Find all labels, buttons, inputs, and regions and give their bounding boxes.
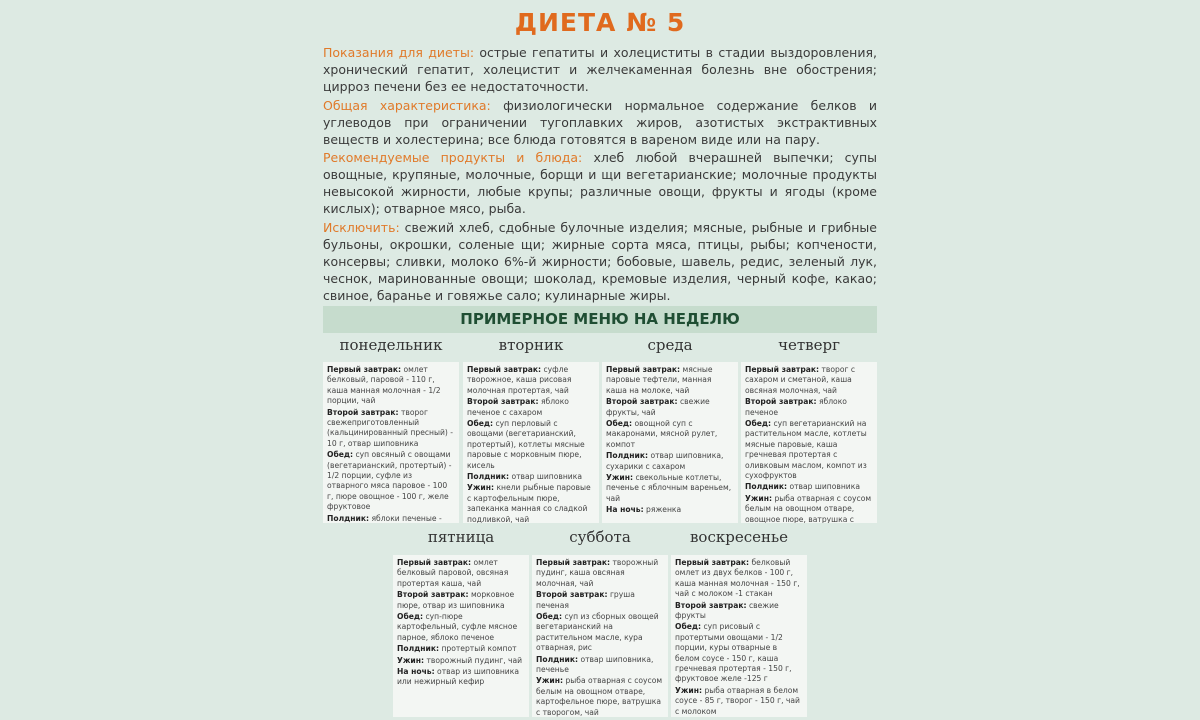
meal-row: [467, 365, 595, 396]
meal-label: Полдник:: [536, 654, 579, 664]
menu-card-tuesday: [463, 362, 599, 523]
indications-paragraph: [323, 44, 877, 95]
meal-text: свежие фрукты: [675, 600, 779, 621]
meal-text: белковый омлет из двух белков - 100 г, каша манная молочная - 150 г, чай с молоком -1 стакан: [675, 558, 800, 599]
meal-text: яблоко печеное: [745, 397, 847, 417]
menu-card-saturday: [532, 555, 668, 717]
meal-label: Второй завтрак:: [397, 590, 469, 600]
meal-row: [397, 590, 525, 611]
meal-row: [467, 397, 595, 418]
meal-row: [606, 451, 734, 472]
meal-row: [536, 676, 664, 717]
meal-text: суп перловый с овощами (вегетарианский, протертый), котлеты мясные паровые с морковным пюре, кисель: [467, 419, 585, 470]
meal-label: Полдник:: [327, 513, 370, 523]
day-name-thursday: четверг: [778, 336, 840, 354]
meal-text: суп рисовый с протертыми овощами - 1/2 порции, куры отварные в белом соусе - 150 г, каша гречневая протертая - 150 г, фруктовое желе -125 г: [675, 622, 792, 684]
day-name-saturday: суббота: [569, 528, 631, 546]
meal-label: Первый завтрак:: [397, 558, 472, 567]
meal-text: рыба отварная с соусом белым на овощном отваре, овощное пюре, ватрушка с: [745, 493, 872, 523]
meal-text: груша печеная: [536, 590, 635, 610]
meal-row: [397, 656, 525, 666]
meal-label: Второй завтрак:: [606, 397, 678, 407]
meal-text: отвар шиповника, сухарики с сахаром: [606, 451, 724, 471]
meal-label: Ужин:: [606, 473, 634, 483]
meal-label: Первый завтрак:: [467, 365, 542, 374]
menu-card-friday: [393, 555, 529, 717]
meal-label: Ужин:: [745, 493, 773, 503]
meal-row: [606, 365, 734, 396]
meal-row: [536, 558, 664, 589]
meal-label: Первый завтрак:: [606, 365, 681, 374]
day-name-sunday: воскресенье: [689, 528, 789, 546]
meal-label: Первый завтрак:: [745, 365, 820, 374]
meal-text: творожный пудинг, чай: [424, 655, 523, 665]
day-name-wednesday: среда: [647, 336, 693, 354]
characteristics-paragraph: [323, 97, 877, 148]
characteristics-label: Общая характеристика:: [323, 98, 491, 113]
meal-label: Второй завтрак:: [675, 600, 747, 610]
characteristics-text: физиологически нормальное содержание белков и углеводов при ограничении тугоплавких жиров, азотистых экстрактивных веществ и холестерина; все блюда готовятся в вареном виде или на пару.: [323, 98, 877, 147]
meal-row: [536, 590, 664, 611]
meal-text: яблоки печеные -: [371, 513, 442, 523]
meal-label: Обед:: [327, 450, 354, 460]
meal-label: Полдник:: [606, 451, 649, 461]
recommended-label: Рекомендуемые продукты и блюда:: [323, 150, 583, 165]
excluded-label: Исключить:: [323, 220, 400, 235]
meal-row: [327, 514, 455, 523]
meal-row: [606, 397, 734, 418]
meal-row: [675, 686, 803, 717]
meal-label: На ночь:: [397, 667, 435, 677]
meal-text: творожный пудинг, каша овсяная молочная, чай: [536, 558, 659, 588]
meal-row: [745, 419, 873, 481]
indications-label: Показания для диеты:: [323, 45, 475, 60]
day-name-monday: понедельник: [339, 336, 443, 354]
meal-label: Обед:: [397, 612, 424, 622]
meal-text: свежие фрукты, чай: [606, 397, 710, 417]
meal-text: отвар шиповника, печенье: [536, 654, 654, 675]
meal-label: Полдник:: [467, 472, 510, 482]
menu-card-monday: [323, 362, 459, 523]
meal-row: [675, 622, 803, 684]
meal-label: Второй завтрак:: [536, 590, 608, 600]
recommended-paragraph: [323, 149, 877, 217]
meal-label: Ужин:: [675, 685, 703, 695]
meal-text: рыба отварная в белом соусе - 85 г, творог - 150 г, чай с молоком: [675, 685, 800, 716]
meal-label: Первый завтрак:: [536, 558, 611, 567]
meal-row: [745, 494, 873, 523]
meal-row: [675, 601, 803, 622]
meal-row: [606, 473, 734, 504]
meal-text: суп из сборных овощей вегетарианский на растительном масле, кура отварная, рис: [536, 612, 659, 653]
day-name-friday: пятница: [427, 528, 495, 546]
diet-title: ДИЕТА № 5: [514, 8, 686, 37]
meal-row: [327, 408, 455, 450]
meal-text: мясные паровые тефтели, манная каша на молоке, чай: [606, 365, 713, 395]
meal-label: На ночь:: [606, 505, 644, 515]
meal-text: отвар шиповника: [787, 482, 860, 492]
meal-text: творог с сахаром и сметаной, каша овсяная молочная, чай: [745, 365, 856, 395]
indications-text: острые гепатиты и холециститы в стадии выздоровления, хронический гепатит, холецистит и желчекаменная болезнь вне обострения; цирроз печени без ее недостаточности.: [323, 45, 877, 94]
meal-row: [745, 365, 873, 396]
meal-label: Обед:: [675, 622, 702, 632]
meal-text: овощной суп с макаронами, мясной рулет, компот: [606, 419, 718, 449]
meal-row: [606, 505, 734, 515]
meal-label: Ужин:: [397, 655, 425, 665]
meal-text: кнели рыбные паровые с картофельным пюре, запеканка манная со сладкой подливкой, чай: [467, 483, 591, 523]
meal-row: [467, 419, 595, 471]
meal-text: творог свежеприготовленный (кальцинированный пресный) - 10 г, отвар шиповника: [327, 407, 454, 448]
recommended-text: хлеб любой вчерашней выпечки; супы овощные, крупяные, молочные, борщи и щи вегетарианские; молочные продукты невысокой жирности, любые крупы; различные овощи, фрукты и ягоды (кроме кислых); отварное мясо, рыба.: [323, 150, 877, 216]
meal-label: Обед:: [536, 612, 563, 622]
meal-text: суп овсяный с овощами (вегетарианский, протертый) - 1/2 порции, суфле из отварного мяса паровое - 100 г, пюре овощное - 100 г, желе фруктовое: [327, 450, 452, 512]
meal-text: суфле творожное, каша рисовая молочная протертая, чай: [467, 365, 572, 395]
meal-row: [397, 644, 525, 654]
meal-label: Первый завтрак:: [327, 365, 402, 374]
meal-label: Второй завтрак:: [467, 397, 539, 407]
excluded-text: свежий хлеб, сдобные булочные изделия; мясные, рыбные и грибные бульоны, окрошки, соленые щи; жирные сорта мяса, птицы, рыбы; копчености, консервы; сливки, молоко 6%-й жирности; бобовые, шавель, редис, зеленый лук, чеснок, маринованные овощи; шоколад, кремовые изделия, черный кофе, какао; свиное, баранье и говяжье сало; кулинарные жиры.: [323, 220, 877, 303]
meal-row: [536, 655, 664, 676]
meal-row: [745, 397, 873, 418]
meal-row: [327, 450, 455, 512]
menu-card-sunday: [671, 555, 807, 717]
meal-text: омлет белковый, паровой - 110 г, каша манная молочная - 1/2 порции, чай: [327, 365, 441, 406]
meal-text: протертый компот: [439, 644, 517, 654]
meal-row: [397, 612, 525, 643]
meal-row: [536, 612, 664, 654]
meal-text: морковное пюре, отвар из шиповника: [397, 590, 515, 610]
weekly-menu-heading: ПРИМЕРНОЕ МЕНЮ НА НЕДЕЛЮ: [323, 306, 877, 333]
meal-row: [467, 483, 595, 523]
meal-text: яблоко печеное с сахаром: [467, 397, 569, 417]
menu-card-thursday: [741, 362, 877, 523]
meal-text: отвар шиповника: [509, 472, 582, 482]
meal-text: ряженка: [643, 505, 682, 515]
meal-label: Ужин:: [467, 483, 495, 493]
meal-text: отвар из шиповника или нежирный кефир: [397, 667, 519, 687]
meal-label: Полдник:: [745, 482, 788, 492]
menu-card-wednesday: [602, 362, 738, 523]
meal-row: [745, 482, 873, 492]
meal-row: [397, 667, 525, 688]
meal-label: Второй завтрак:: [745, 397, 817, 407]
meal-label: Обед:: [745, 419, 772, 429]
meal-text: суп вегетарианский на растительном масле, котлеты мясные паровые, каша гречневая протертая с оливковым маслом, компот из сухофруктов: [745, 419, 867, 481]
meal-row: [606, 419, 734, 450]
meal-label: Первый завтрак:: [675, 558, 750, 567]
meal-text: свекольные котлеты, печенье с яблочным вареньем, чай: [606, 473, 732, 503]
meal-row: [397, 558, 525, 589]
meal-label: Второй завтрак:: [327, 407, 399, 417]
meal-label: Полдник:: [397, 644, 440, 654]
day-name-tuesday: вторник: [498, 336, 564, 354]
excluded-paragraph: [323, 219, 877, 304]
meal-label: Обед:: [606, 419, 633, 429]
meal-text: рыба отварная с соусом белым на овощном отваре, картофельное пюре, ватрушка с творогом, чай: [536, 676, 663, 717]
meal-label: Обед:: [467, 419, 494, 429]
meal-text: омлет белковый паровой, овсяная протертая каша, чай: [397, 558, 509, 588]
meal-text: суп-пюре картофельный, суфле мясное парное, яблоко печеное: [397, 612, 518, 642]
meal-row: [327, 365, 455, 407]
meal-row: [467, 472, 595, 482]
meal-label: Ужин:: [536, 676, 564, 686]
meal-row: [675, 558, 803, 600]
